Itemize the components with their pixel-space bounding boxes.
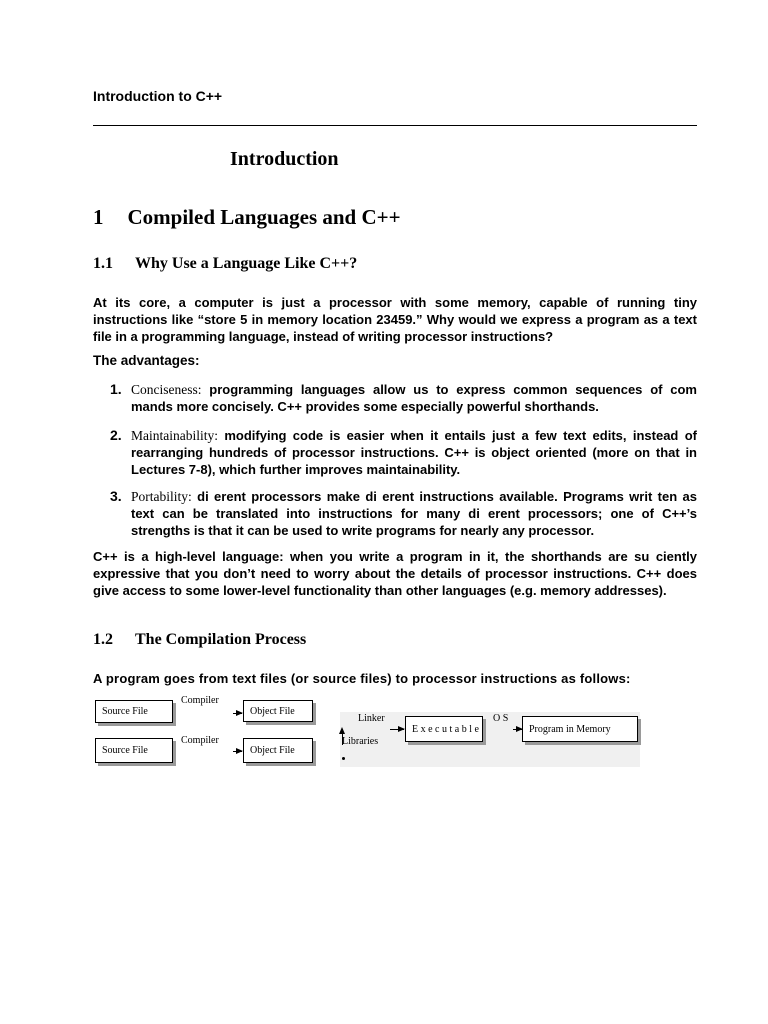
section-1-2-title: The Compilation Process bbox=[135, 631, 307, 648]
list-item-term: Maintainability: bbox=[131, 428, 218, 443]
list-item-number: 2. bbox=[110, 427, 122, 443]
source-file-box-2: Source File bbox=[95, 738, 173, 763]
list-item-text: di erent processors make di erent instructions available. Programs writ ten as text can be translated into instructions for many di erent processors; one of C++’s strengths is that it can be used to write programs for nearly any processor. bbox=[131, 489, 697, 538]
object-file-box-1: Object File bbox=[243, 700, 313, 722]
compiler-label-1: Compiler bbox=[181, 695, 219, 706]
bullet-dot-icon bbox=[342, 757, 345, 760]
section-1-1-heading bbox=[93, 255, 357, 273]
object-file-box-2: Object File bbox=[243, 738, 313, 763]
section-1-1-title: Why Use a Language Like C++? bbox=[135, 255, 358, 272]
list-item-term: Conciseness: bbox=[131, 382, 202, 397]
list-item-number: 3. bbox=[110, 488, 122, 504]
list-item-term: Portability: bbox=[131, 489, 192, 504]
list-item-text: programming languages allow us to express common sequences of com mands more concisely. C++ provides some especially powerful shorthands. bbox=[131, 382, 697, 414]
arrow-icon bbox=[233, 713, 242, 714]
compiler-label-2: Compiler bbox=[181, 735, 219, 746]
header-divider bbox=[93, 125, 697, 126]
section-1-title: Compiled Languages and C++ bbox=[127, 205, 401, 229]
source-file-box-1: Source File bbox=[95, 700, 173, 723]
compilation-intro: A program goes from text files (or source files) to processor instructions as follows: bbox=[93, 671, 631, 686]
list-item-text: modifying code is easier when it entails just a few text edits, instead of rearranging hundreds of processor instructions. C++ is object oriented (more on that in Lectures 7-8), which further improves maintainability. bbox=[131, 428, 697, 477]
arrow-icon bbox=[390, 729, 404, 730]
intro-paragraph: At its core, a computer is just a processor with some memory, capable of running tiny instructions like “store 5 in memory location 23459.” Why would we express a program as a text file in a programming language, instead of writing processor instructions? bbox=[93, 295, 697, 344]
up-arrow-icon bbox=[339, 727, 345, 734]
linker-label: Linker bbox=[358, 713, 385, 724]
program-in-memory-box: Program in Memory bbox=[522, 716, 638, 742]
section-1-2-number: 1.2 bbox=[93, 631, 113, 648]
list-item bbox=[110, 488, 697, 539]
list-item bbox=[110, 427, 697, 478]
section-1-number: 1 bbox=[93, 205, 104, 229]
section-1-heading bbox=[93, 205, 401, 230]
executable-box: E x e c u t a b l e bbox=[405, 716, 483, 742]
advantages-label: The advantages: bbox=[93, 353, 200, 368]
libraries-label: Libraries bbox=[342, 736, 379, 747]
arrow-icon bbox=[233, 751, 242, 752]
section-1-1-number: 1.1 bbox=[93, 255, 113, 272]
page-title: Introduction bbox=[230, 148, 339, 170]
list-item bbox=[110, 381, 697, 415]
closing-paragraph: C++ is a high-level language: when you write a program in it, the shorthands are su ciently expressive that you don’t need to worry about the details of processor instructions. C++ does give access to some lower-level functionality than other languages (e.g. memory addresses). bbox=[93, 549, 697, 598]
section-1-2-heading bbox=[93, 631, 306, 649]
list-item-number: 1. bbox=[110, 381, 122, 397]
running-header: Introduction to C++ bbox=[93, 88, 223, 104]
arrow-icon bbox=[513, 729, 522, 730]
os-label: O S bbox=[493, 713, 509, 724]
